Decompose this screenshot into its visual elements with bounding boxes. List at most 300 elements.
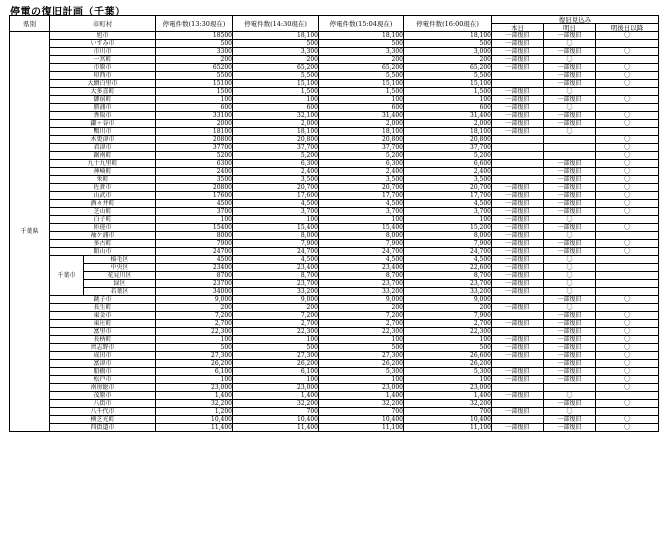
table-row xyxy=(10,232,659,240)
table-row xyxy=(10,80,659,88)
count-1430-cell: 2,400 xyxy=(233,168,319,176)
today-cell: 一部復旧 xyxy=(492,240,544,248)
today-cell: 一部復旧 xyxy=(492,280,544,288)
count-1504-cell: 23,000 xyxy=(319,384,404,392)
today-cell xyxy=(492,160,544,168)
count-1330-cell: 24700 xyxy=(156,248,233,256)
count-1600-cell: 26,200 xyxy=(404,360,492,368)
count-1430-cell: 37,700 xyxy=(233,144,319,152)
after-cell: 〇 xyxy=(596,112,659,120)
after-cell: 〇 xyxy=(596,64,659,72)
municipality-cell: 君津市 xyxy=(50,144,156,152)
table-row xyxy=(10,400,659,408)
count-1430-cell: 32,200 xyxy=(233,400,319,408)
municipality-cell: 印西市 xyxy=(50,72,156,80)
today-cell xyxy=(492,384,544,392)
today-cell xyxy=(492,152,544,160)
after-cell: 〇 xyxy=(596,96,659,104)
after-cell xyxy=(596,40,659,48)
count-1504-cell: 100 xyxy=(319,216,404,224)
after-cell: 〇 xyxy=(596,152,659,160)
tomorrow-cell: 一部復旧 xyxy=(544,312,596,320)
header-municipality: 市町村 xyxy=(50,16,156,32)
count-1600-cell: 7,900 xyxy=(404,240,492,248)
after-cell xyxy=(596,264,659,272)
count-1430-cell: 8,700 xyxy=(233,272,319,280)
table-row xyxy=(10,240,659,248)
today-cell xyxy=(492,136,544,144)
count-1504-cell: 18,100 xyxy=(319,128,404,136)
today-cell: 一部復旧 xyxy=(492,272,544,280)
today-cell xyxy=(492,416,544,424)
count-1330-cell: 32,200 xyxy=(156,400,233,408)
count-1330-cell: 4500 xyxy=(156,256,233,264)
tomorrow-cell: 〇 xyxy=(544,272,596,280)
count-1504-cell: 3,700 xyxy=(319,208,404,216)
today-cell xyxy=(492,72,544,80)
count-1600-cell: 5,500 xyxy=(404,72,492,80)
after-cell: 〇 xyxy=(596,400,659,408)
count-1430-cell: 4,500 xyxy=(233,200,319,208)
count-1330-cell: 33100 xyxy=(156,112,233,120)
today-cell: 一部復旧 xyxy=(492,208,544,216)
count-1600-cell: 24,700 xyxy=(404,248,492,256)
header-count-1600: 停電件数(16:00現在) xyxy=(404,16,492,32)
count-1504-cell: 33,200 xyxy=(319,288,404,296)
count-1504-cell: 700 xyxy=(319,408,404,416)
municipality-cell: 山武市 xyxy=(50,192,156,200)
count-1430-cell: 5,200 xyxy=(233,152,319,160)
count-1330-cell: 8700 xyxy=(156,272,233,280)
count-1504-cell: 32,200 xyxy=(319,400,404,408)
municipality-cell: 白子町 xyxy=(50,216,156,224)
count-1600-cell: 500 xyxy=(404,344,492,352)
after-cell: 〇 xyxy=(596,312,659,320)
today-cell: 一部復旧 xyxy=(492,344,544,352)
municipality-cell: 茂原市 xyxy=(50,392,156,400)
count-1330-cell: 5200 xyxy=(156,152,233,160)
today-cell: 一部復旧 xyxy=(492,376,544,384)
count-1330-cell: 65200 xyxy=(156,64,233,72)
municipality-cell: 神崎町 xyxy=(50,168,156,176)
count-1330-cell: 100 xyxy=(156,216,233,224)
after-cell: 〇 xyxy=(596,368,659,376)
count-1600-cell: 17,700 xyxy=(404,192,492,200)
tomorrow-cell: 一部復旧 xyxy=(544,168,596,176)
today-cell: 一部復旧 xyxy=(492,424,544,432)
table-row xyxy=(10,280,659,288)
count-1330-cell: 23,000 xyxy=(156,384,233,392)
table-row xyxy=(10,208,659,216)
count-1430-cell: 24,700 xyxy=(233,248,319,256)
today-cell: 一部復旧 xyxy=(492,200,544,208)
municipality-cell: 鴨川市 xyxy=(50,128,156,136)
today-cell: 一部復旧 xyxy=(492,352,544,360)
after-cell xyxy=(596,392,659,400)
tomorrow-cell: 一部復旧 xyxy=(544,400,596,408)
count-1504-cell: 23,700 xyxy=(319,280,404,288)
count-1600-cell: 5,200 xyxy=(404,152,492,160)
count-1430-cell: 5,500 xyxy=(233,72,319,80)
count-1330-cell: 100 xyxy=(156,96,233,104)
count-1330-cell: 6,100 xyxy=(156,368,233,376)
today-cell xyxy=(492,176,544,184)
municipality-cell: 松戸市 xyxy=(50,376,156,384)
tomorrow-cell: 一部復旧 xyxy=(544,376,596,384)
table-row xyxy=(10,320,659,328)
count-1330-cell: 34000 xyxy=(156,288,233,296)
table-row xyxy=(10,296,659,304)
tomorrow-cell: 一部復旧 xyxy=(544,208,596,216)
today-cell: 一部復旧 xyxy=(492,320,544,328)
count-1504-cell: 2,700 xyxy=(319,320,404,328)
tomorrow-cell: 一部復旧 xyxy=(544,32,596,40)
table-row xyxy=(10,104,659,112)
tomorrow-cell: 一部復旧 xyxy=(544,336,596,344)
table-row xyxy=(10,168,659,176)
count-1430-cell: 100 xyxy=(233,96,319,104)
count-1330-cell: 17600 xyxy=(156,192,233,200)
after-cell xyxy=(596,256,659,264)
today-cell: 一部復旧 xyxy=(492,408,544,416)
tomorrow-cell: 一部復旧 xyxy=(544,368,596,376)
municipality-cell: 鋸南町 xyxy=(50,152,156,160)
count-1504-cell: 15,100 xyxy=(319,80,404,88)
count-1330-cell: 6300 xyxy=(156,160,233,168)
count-1504-cell: 7,200 xyxy=(319,312,404,320)
count-1600-cell: 65,200 xyxy=(404,64,492,72)
count-1600-cell: 7,900 xyxy=(404,312,492,320)
count-1600-cell: 22,300 xyxy=(404,328,492,336)
count-1330-cell: 27,300 xyxy=(156,352,233,360)
count-1504-cell: 37,700 xyxy=(319,144,404,152)
count-1330-cell: 23700 xyxy=(156,280,233,288)
table-row xyxy=(10,328,659,336)
municipality-cell: 南房総市 xyxy=(50,384,156,392)
count-1430-cell: 9,000 xyxy=(233,296,319,304)
count-1600-cell: 11,100 xyxy=(404,424,492,432)
municipality-cell: 若葉区 xyxy=(84,288,156,296)
count-1330-cell: 18100 xyxy=(156,128,233,136)
today-cell xyxy=(492,80,544,88)
municipality-cell: 船橋市 xyxy=(50,368,156,376)
count-1504-cell: 10,400 xyxy=(319,416,404,424)
count-1504-cell: 5,200 xyxy=(319,152,404,160)
count-1330-cell: 20800 xyxy=(156,184,233,192)
tomorrow-cell: 〇 xyxy=(544,88,596,96)
count-1600-cell: 20,700 xyxy=(404,184,492,192)
count-1600-cell: 4,500 xyxy=(404,200,492,208)
page-title: 停電の復旧計画（千葉） xyxy=(10,7,126,18)
count-1600-cell: 9,000 xyxy=(404,296,492,304)
municipality-cell: 大網白里市 xyxy=(50,80,156,88)
after-cell xyxy=(596,232,659,240)
tomorrow-cell xyxy=(544,384,596,392)
municipality-cell: 市原市 xyxy=(50,64,156,72)
tomorrow-cell: 〇 xyxy=(544,128,596,136)
count-1504-cell: 3,300 xyxy=(319,48,404,56)
count-1430-cell: 32,100 xyxy=(233,112,319,120)
count-1600-cell: 26,600 xyxy=(404,352,492,360)
count-1430-cell: 15,100 xyxy=(233,80,319,88)
count-1330-cell: 11,400 xyxy=(156,424,233,432)
count-1330-cell: 1,200 xyxy=(156,408,233,416)
today-cell xyxy=(492,296,544,304)
today-cell: 一部復旧 xyxy=(492,256,544,264)
tomorrow-cell: 〇 xyxy=(544,56,596,64)
count-1600-cell: 6,600 xyxy=(404,160,492,168)
municipality-cell: 銚子市 xyxy=(50,296,156,304)
tomorrow-cell: 〇 xyxy=(544,280,596,288)
table-row xyxy=(10,88,659,96)
count-1330-cell: 500 xyxy=(156,40,233,48)
count-1504-cell: 11,100 xyxy=(319,424,404,432)
today-cell xyxy=(492,312,544,320)
count-1430-cell: 2,700 xyxy=(233,320,319,328)
municipality-cell: 袖ケ浦市 xyxy=(50,232,156,240)
table-row xyxy=(10,360,659,368)
count-1600-cell: 100 xyxy=(404,216,492,224)
city-group-cell: 千葉市 xyxy=(50,256,84,296)
municipality-cell: 酒々井町 xyxy=(50,200,156,208)
table-row xyxy=(10,304,659,312)
table-row xyxy=(10,136,659,144)
count-1330-cell: 3500 xyxy=(156,176,233,184)
today-cell: 一部復旧 xyxy=(492,120,544,128)
today-cell xyxy=(492,144,544,152)
count-1504-cell: 18,100 xyxy=(319,32,404,40)
count-1430-cell: 23,000 xyxy=(233,384,319,392)
table-row xyxy=(10,96,659,104)
after-cell: 〇 xyxy=(596,240,659,248)
count-1430-cell: 18,100 xyxy=(233,128,319,136)
table-row xyxy=(10,152,659,160)
after-cell: 〇 xyxy=(596,192,659,200)
count-1430-cell: 6,100 xyxy=(233,368,319,376)
count-1330-cell: 200 xyxy=(156,304,233,312)
after-cell: 〇 xyxy=(596,336,659,344)
count-1330-cell: 3700 xyxy=(156,208,233,216)
municipality-cell: 横芝光町 xyxy=(50,416,156,424)
table-row xyxy=(10,72,659,80)
header-count-1330: 停電件数(13:30現在) xyxy=(156,16,233,32)
today-cell: 一部復旧 xyxy=(492,224,544,232)
count-1504-cell: 31,400 xyxy=(319,112,404,120)
tomorrow-cell: 〇 xyxy=(544,104,596,112)
count-1504-cell: 500 xyxy=(319,344,404,352)
count-1504-cell: 1,400 xyxy=(319,392,404,400)
municipality-cell: 稲毛区 xyxy=(84,256,156,264)
count-1430-cell: 3,500 xyxy=(233,176,319,184)
count-1600-cell: 500 xyxy=(404,40,492,48)
municipality-cell: 長柄町 xyxy=(50,336,156,344)
count-1430-cell: 2,000 xyxy=(233,120,319,128)
count-1330-cell: 600 xyxy=(156,104,233,112)
header-count-1430: 停電件数(14:30現在) xyxy=(233,16,319,32)
after-cell: 〇 xyxy=(596,248,659,256)
after-cell: 〇 xyxy=(596,296,659,304)
table-row xyxy=(10,336,659,344)
count-1504-cell: 600 xyxy=(319,104,404,112)
count-1330-cell: 500 xyxy=(156,344,233,352)
count-1330-cell: 37700 xyxy=(156,144,233,152)
count-1504-cell: 65,200 xyxy=(319,64,404,72)
today-cell: 一部復旧 xyxy=(492,336,544,344)
table-row xyxy=(10,128,659,136)
table-body xyxy=(10,32,659,432)
tomorrow-cell: 一部復旧 xyxy=(544,344,596,352)
municipality-cell: 八街市 xyxy=(50,400,156,408)
table-row xyxy=(10,48,659,56)
after-cell xyxy=(596,408,659,416)
municipality-cell: 東金市 xyxy=(50,312,156,320)
count-1600-cell: 5,300 xyxy=(404,368,492,376)
count-1430-cell: 200 xyxy=(233,304,319,312)
table-row xyxy=(10,160,659,168)
count-1504-cell: 200 xyxy=(319,304,404,312)
count-1504-cell: 26,200 xyxy=(319,360,404,368)
count-1600-cell: 18,100 xyxy=(404,32,492,40)
municipality-cell: 栄町 xyxy=(50,176,156,184)
tomorrow-cell: 一部復旧 xyxy=(544,240,596,248)
count-1430-cell: 7,200 xyxy=(233,312,319,320)
count-1330-cell: 15100 xyxy=(156,80,233,88)
count-1600-cell: 10,400 xyxy=(404,416,492,424)
count-1430-cell: 100 xyxy=(233,376,319,384)
after-cell xyxy=(596,56,659,64)
count-1330-cell: 2000 xyxy=(156,120,233,128)
count-1504-cell: 200 xyxy=(319,56,404,64)
today-cell xyxy=(492,328,544,336)
after-cell xyxy=(596,216,659,224)
table-row xyxy=(10,200,659,208)
today-cell: 一部復旧 xyxy=(492,264,544,272)
table-row xyxy=(10,184,659,192)
count-1504-cell: 8,700 xyxy=(319,272,404,280)
count-1600-cell: 22,600 xyxy=(404,264,492,272)
header-after: 明後日以降 xyxy=(596,24,659,32)
count-1600-cell: 4,500 xyxy=(404,256,492,264)
tomorrow-cell: 一部復旧 xyxy=(544,96,596,104)
today-cell: 一部復旧 xyxy=(492,104,544,112)
tomorrow-cell: 一部復旧 xyxy=(544,416,596,424)
count-1504-cell: 1,500 xyxy=(319,88,404,96)
tomorrow-cell: 一部復旧 xyxy=(544,160,596,168)
table-row xyxy=(10,288,659,296)
tomorrow-cell: 一部復旧 xyxy=(544,112,596,120)
count-1430-cell: 100 xyxy=(233,336,319,344)
municipality-cell: いすみ市 xyxy=(50,40,156,48)
count-1504-cell: 6,300 xyxy=(319,160,404,168)
table-row xyxy=(10,376,659,384)
after-cell: 〇 xyxy=(596,48,659,56)
tomorrow-cell: 一部復旧 xyxy=(544,72,596,80)
tomorrow-cell: 一部復旧 xyxy=(544,192,596,200)
today-cell: 一部復旧 xyxy=(492,96,544,104)
tomorrow-cell xyxy=(544,152,596,160)
tomorrow-cell: 〇 xyxy=(544,408,596,416)
tomorrow-cell: 〇 xyxy=(544,232,596,240)
count-1600-cell: 2,000 xyxy=(404,120,492,128)
count-1600-cell: 200 xyxy=(404,304,492,312)
count-1600-cell: 100 xyxy=(404,96,492,104)
after-cell: 〇 xyxy=(596,384,659,392)
count-1600-cell: 100 xyxy=(404,376,492,384)
table-row xyxy=(10,176,659,184)
table-row xyxy=(10,40,659,48)
count-1430-cell: 7,900 xyxy=(233,240,319,248)
count-1430-cell: 1,400 xyxy=(233,392,319,400)
count-1504-cell: 20,800 xyxy=(319,136,404,144)
municipality-cell: 富里市 xyxy=(50,328,156,336)
header-tomorrow: 明日 xyxy=(544,24,596,32)
after-cell: 〇 xyxy=(596,72,659,80)
count-1330-cell: 2,700 xyxy=(156,320,233,328)
tomorrow-cell: 一部復旧 xyxy=(544,224,596,232)
after-cell: 〇 xyxy=(596,352,659,360)
tomorrow-cell: 一部復旧 xyxy=(544,352,596,360)
header-count-1504: 停電件数(15:04現在) xyxy=(319,16,404,32)
count-1330-cell: 8000 xyxy=(156,232,233,240)
after-cell: 〇 xyxy=(596,160,659,168)
count-1330-cell: 100 xyxy=(156,336,233,344)
count-1330-cell: 3300 xyxy=(156,48,233,56)
count-1430-cell: 33,200 xyxy=(233,288,319,296)
municipality-cell: 鎌ヶ谷市 xyxy=(50,120,156,128)
tomorrow-cell: 一部復旧 xyxy=(544,176,596,184)
tomorrow-cell: 一部復旧 xyxy=(544,328,596,336)
municipality-cell: 富津市 xyxy=(50,360,156,368)
count-1330-cell: 22,300 xyxy=(156,328,233,336)
after-cell: 〇 xyxy=(596,184,659,192)
count-1600-cell: 100 xyxy=(404,336,492,344)
today-cell: 一部復旧 xyxy=(492,216,544,224)
header-outlook: 復旧見込み xyxy=(492,16,659,24)
table-row xyxy=(10,144,659,152)
tomorrow-cell: 〇 xyxy=(544,264,596,272)
municipality-cell: 多古町 xyxy=(50,240,156,248)
count-1504-cell: 4,500 xyxy=(319,200,404,208)
after-cell: 〇 xyxy=(596,176,659,184)
count-1504-cell: 15,400 xyxy=(319,224,404,232)
count-1330-cell: 5500 xyxy=(156,72,233,80)
count-1330-cell: 7900 xyxy=(156,240,233,248)
count-1504-cell: 100 xyxy=(319,336,404,344)
tomorrow-cell: 〇 xyxy=(544,304,596,312)
tomorrow-cell: 〇 xyxy=(544,40,596,48)
count-1330-cell: 10,400 xyxy=(156,416,233,424)
after-cell: 〇 xyxy=(596,416,659,424)
count-1430-cell: 18,100 xyxy=(233,32,319,40)
municipality-cell: 九十九里町 xyxy=(50,160,156,168)
tomorrow-cell: 〇 xyxy=(544,288,596,296)
municipality-cell: 東庄町 xyxy=(50,320,156,328)
tomorrow-cell: 〇 xyxy=(544,256,596,264)
after-cell: 〇 xyxy=(596,208,659,216)
municipality-cell: 花見川区 xyxy=(84,272,156,280)
count-1430-cell: 10,400 xyxy=(233,416,319,424)
count-1600-cell: 8,700 xyxy=(404,272,492,280)
table-row xyxy=(10,368,659,376)
count-1430-cell: 17,600 xyxy=(233,192,319,200)
count-1504-cell: 2,400 xyxy=(319,168,404,176)
table-row xyxy=(10,112,659,120)
after-cell: 〇 xyxy=(596,376,659,384)
tomorrow-cell: 一部復旧 xyxy=(544,248,596,256)
count-1600-cell: 2,400 xyxy=(404,168,492,176)
count-1430-cell: 200 xyxy=(233,56,319,64)
count-1330-cell: 9,000 xyxy=(156,296,233,304)
